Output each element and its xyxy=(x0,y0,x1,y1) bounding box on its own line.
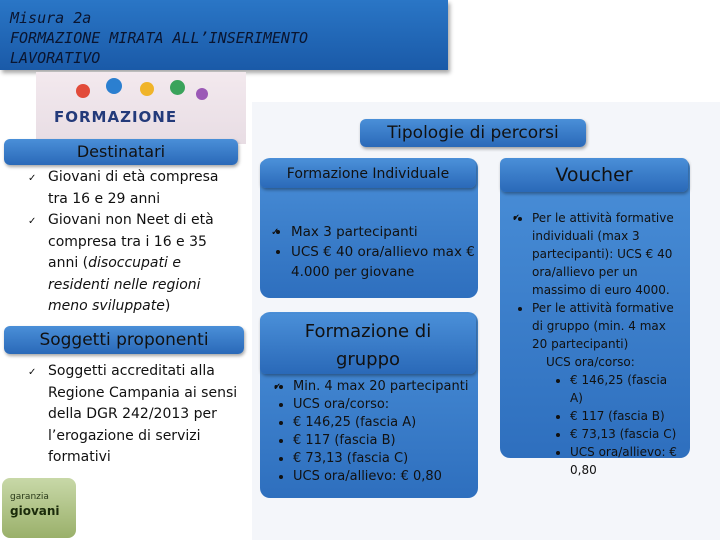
gruppo-heading-line-1: Formazione di xyxy=(304,321,432,342)
gruppo-item-2: ✓ • UCS ora/corso: xyxy=(293,396,476,414)
voucher-heading: Voucher xyxy=(500,158,688,192)
voucher-sub-item-2: • • € 117 (fascia B) xyxy=(570,407,682,425)
soggetti-list xyxy=(48,361,238,469)
voucher-sub-item-1: • • € 146,25 (fascia A) xyxy=(570,371,682,407)
title-line-2: FORMAZIONE MIRATA ALL’INSERIMENTO xyxy=(10,29,309,47)
voucher-item-1: ✓ • Per le attività formative individuali (max 3 partecipanti): UCS € 40 ora/allievo per un massimo di euro 4000. xyxy=(532,209,682,299)
gruppo-list xyxy=(293,378,476,486)
logo-dot-green xyxy=(170,80,185,95)
voucher-item-2: ✓ • Per le attività formative di gruppo (min. 4 max 20 partecipanti) xyxy=(532,299,682,353)
garanzia-line-2: giovani xyxy=(10,504,60,518)
tipologie-heading: Tipologie di percorsi xyxy=(360,119,586,147)
logo-dot-blue xyxy=(106,78,122,94)
gruppo-item-6: • • UCS ora/allievo: € 0,80 xyxy=(293,468,476,486)
gruppo-item-5: • • € 73,13 (fascia C) xyxy=(293,450,476,468)
individuale-item-2: ✓ • UCS € 40 ora/allievo max € 4.000 per giovane xyxy=(291,242,476,282)
garanzia-giovani-logo xyxy=(2,478,76,538)
gruppo-item-3: • • € 146,25 (fascia A) xyxy=(293,414,476,432)
logo-dot-red xyxy=(76,84,90,98)
gruppo-heading xyxy=(260,314,476,374)
individuale-heading: Formazione Individuale xyxy=(260,160,476,188)
logo-dot-yellow xyxy=(140,82,154,96)
destinatari-heading: Destinatari xyxy=(4,139,238,165)
logo-dot-purple xyxy=(196,88,208,100)
voucher-sub-item-4: • • UCS ora/allievo: € 0,80 xyxy=(570,443,682,479)
voucher-sub-heading: UCS ora/corso: xyxy=(546,355,635,369)
soggetti-item-1: ✓ Soggetti accreditati alla Regione Campania ai sensi della DGR 242/2013 per l’erogazione di servizi formativi xyxy=(48,361,238,469)
destinatari-item-2: ✓ Giovani non Neet di età compresa tra i 16 e 35 anni (disoccupati e residenti nelle regioni meno sviluppate) xyxy=(48,210,238,318)
destinatari-list xyxy=(48,167,238,318)
gruppo-heading-line-2: gruppo xyxy=(335,349,401,370)
soggetti-heading: Soggetti proponenti xyxy=(4,326,244,354)
slide-title-bar xyxy=(0,0,448,70)
formazione-logo-image xyxy=(36,72,246,144)
gruppo-item-1: ✓ • Min. 4 max 20 partecipanti xyxy=(293,378,476,396)
title-line-1: Misura 2a xyxy=(10,9,92,27)
title-line-3: LAVORATIVO xyxy=(10,49,101,67)
garanzia-line-1: garanzia xyxy=(10,492,49,502)
voucher-list xyxy=(532,209,682,479)
destinatari-item-1: ✓ Giovani di età compresa tra 16 e 29 anni xyxy=(48,167,238,210)
individuale-list xyxy=(291,222,476,282)
logo-word: FORMAZIONE xyxy=(54,108,178,126)
gruppo-item-4: • • € 117 (fascia B) xyxy=(293,432,476,450)
voucher-sub-item-3: • • € 73,13 (fascia C) xyxy=(570,425,682,443)
individuale-item-1: ✓ • Max 3 partecipanti xyxy=(291,222,476,242)
